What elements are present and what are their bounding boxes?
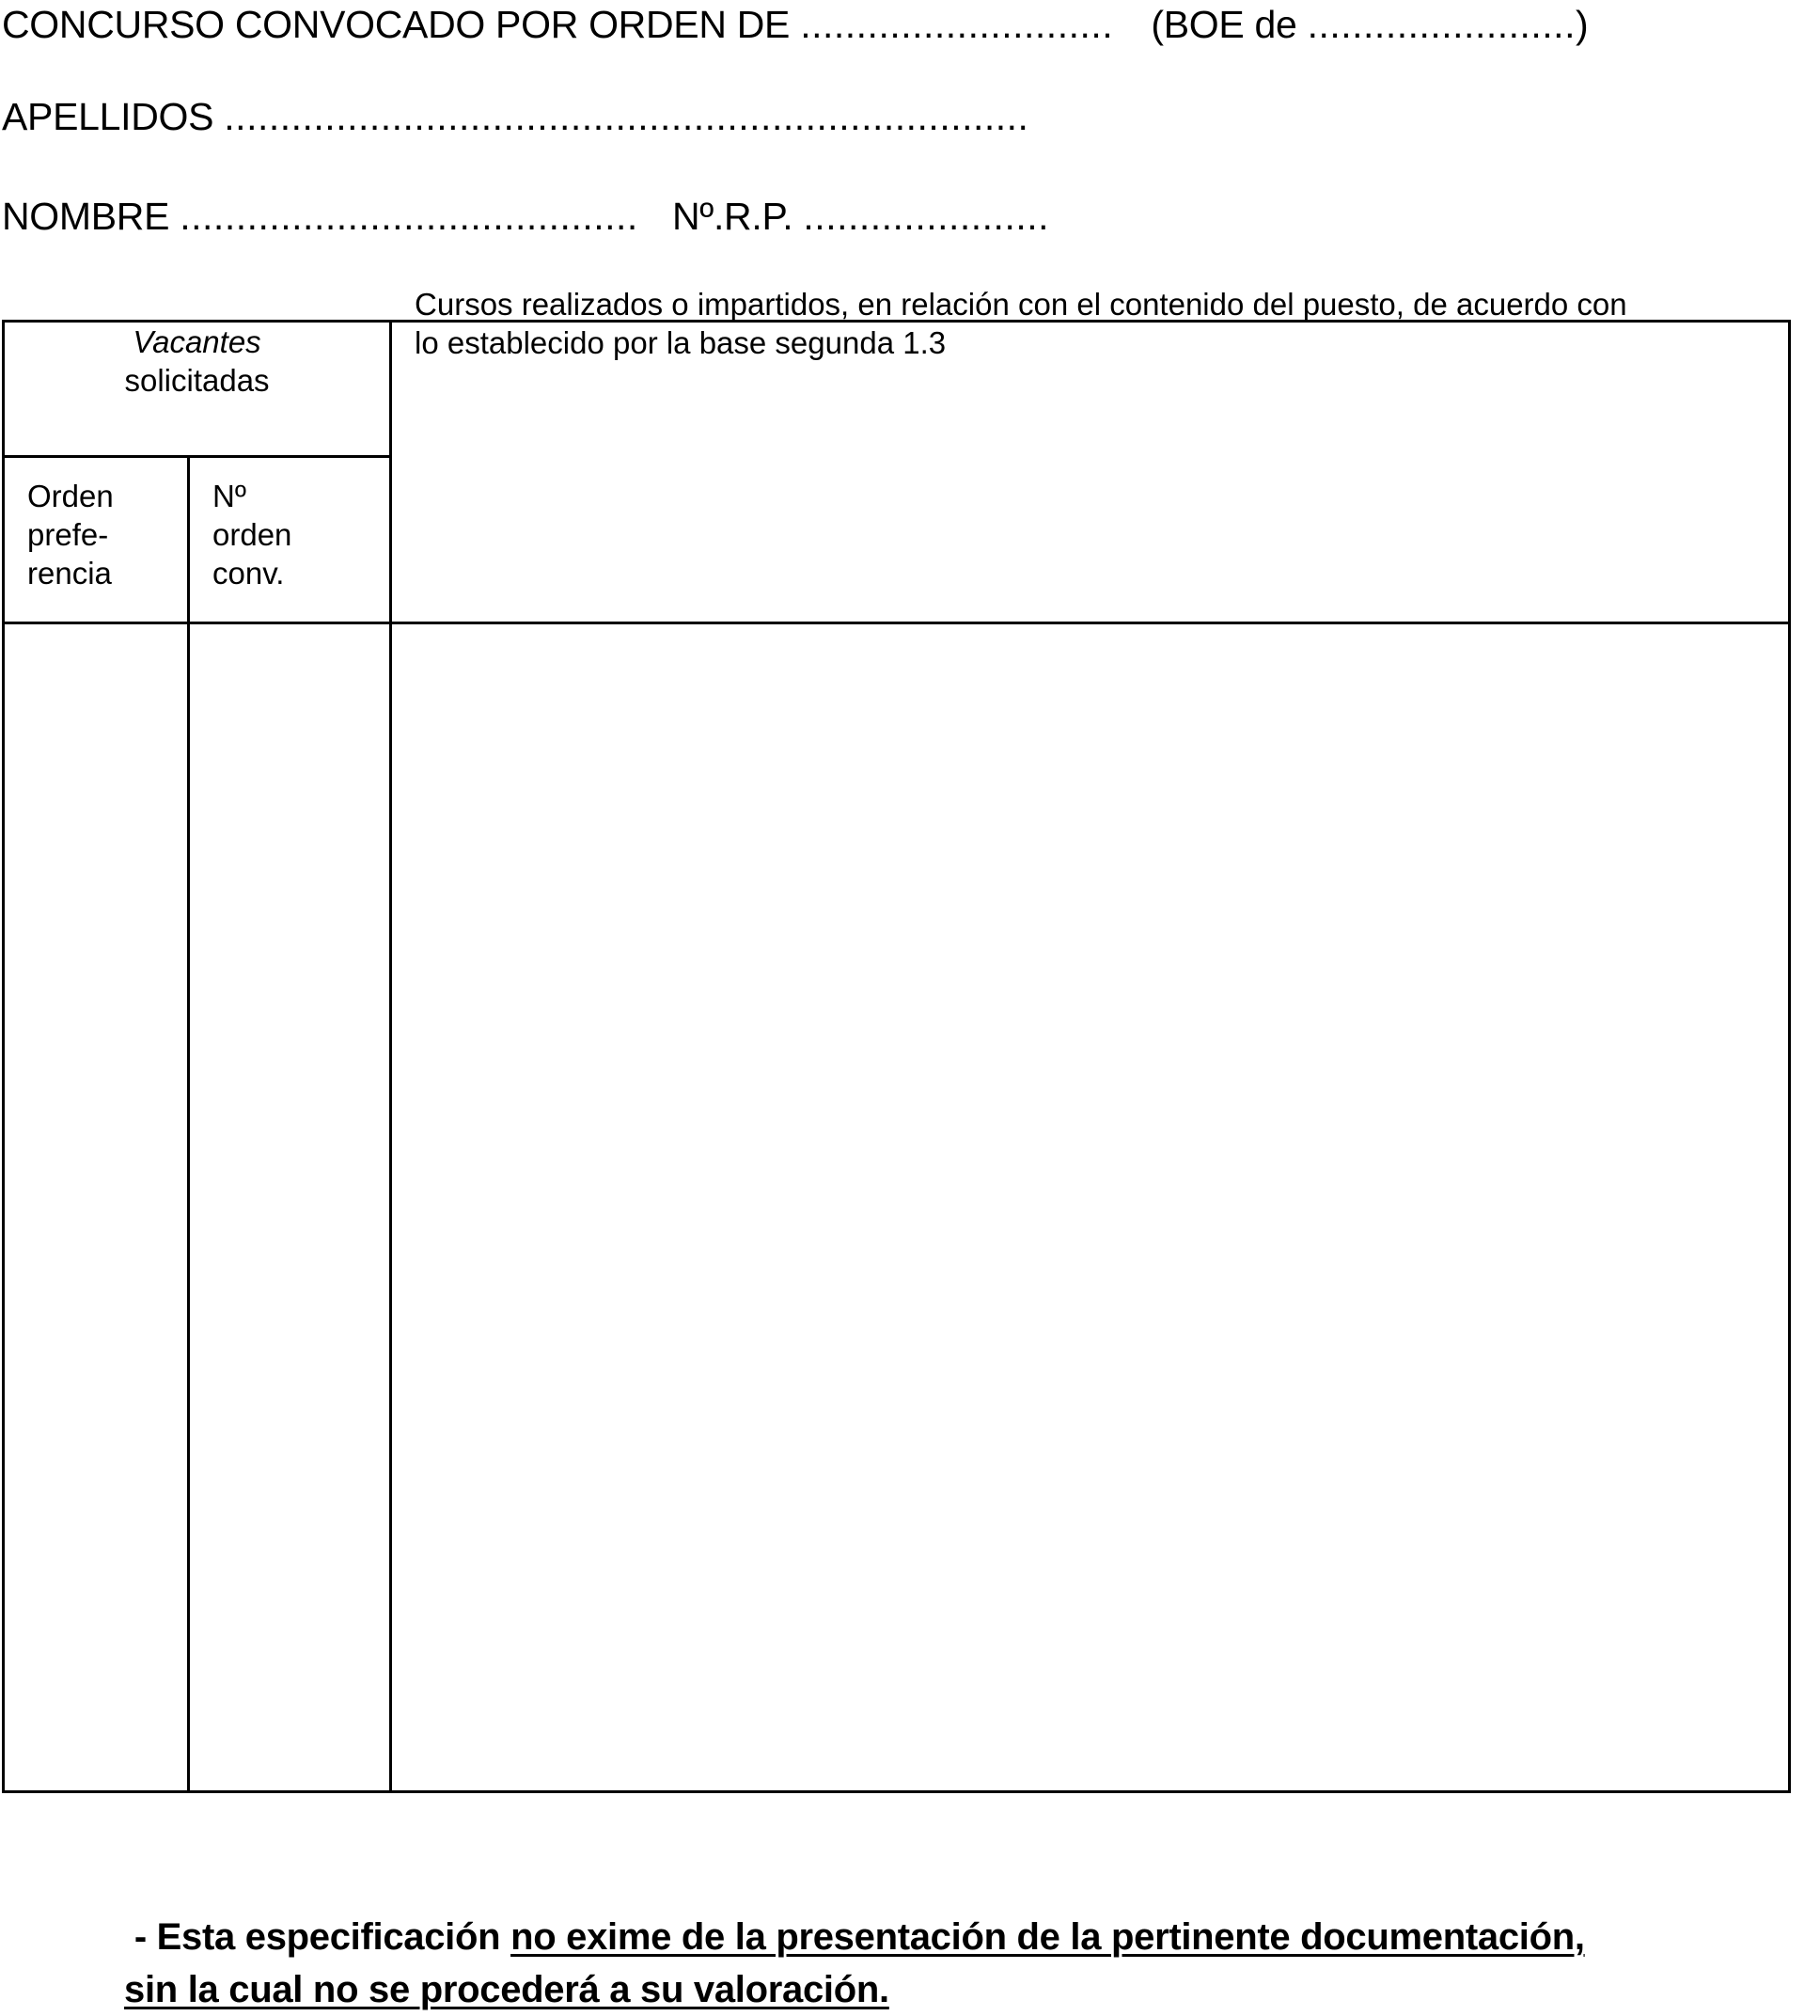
note-underlined-2: sin la cual no se procederá a su valoración. [124, 1969, 889, 2010]
disclaimer-note [124, 1911, 1585, 2016]
vacantes-solicitadas-header [4, 322, 391, 457]
table-row [4, 623, 1790, 1792]
note-underlined-1: no exime de la presentación de la pertinente documentación, [510, 1916, 1585, 1958]
orden-header-line3: rencia [27, 556, 112, 591]
boe-close: ) [1575, 3, 1589, 46]
orden-preferencia-header [4, 457, 189, 623]
boe-field[interactable]: ........................ [1307, 3, 1576, 46]
cursos-header-line1: Cursos realizados o impartidos, en relación con el contenido del puesto, de acuerdo con [415, 287, 1627, 322]
concurso-line [2, 2, 1588, 47]
nombre-label: NOMBRE [2, 195, 170, 238]
nrp-field[interactable]: ...................... [803, 195, 1050, 238]
vacantes-header-line2: solicitadas [124, 363, 270, 398]
num-header-line2: orden [212, 517, 292, 552]
boe-label: (BOE de [1151, 3, 1297, 46]
note-prefix: - Esta especificación [124, 1916, 511, 1958]
cursos-header-line2: lo establecido por la base segunda 1.3 [415, 325, 947, 360]
cursos-header [391, 287, 1790, 623]
orden-header-line2: prefe- [27, 517, 109, 552]
apellidos-line [2, 94, 1028, 139]
apellidos-field[interactable]: ........................................................................ [224, 95, 1029, 138]
concurso-label: CONCURSO CONVOCADO POR ORDEN DE [2, 3, 791, 46]
orden-header-line1: Orden [27, 479, 114, 513]
apellidos-label: APELLIDOS [2, 95, 214, 138]
table-header-row-1 [4, 322, 1790, 457]
nombre-field[interactable]: ......................................... [180, 195, 638, 238]
vacantes-header-line1: Vacantes [133, 324, 261, 359]
cursos-cell[interactable] [391, 623, 1790, 1792]
nrp-label: Nº.R.P. [671, 195, 793, 238]
orden-preferencia-cell[interactable] [4, 623, 189, 1792]
num-header-line1: Nº [212, 479, 246, 513]
orden-field[interactable]: ............................ [800, 3, 1114, 46]
num-orden-conv-cell[interactable] [189, 623, 391, 1792]
num-orden-conv-header [189, 457, 391, 623]
num-header-line3: conv. [212, 556, 285, 591]
vacantes-cursos-table [2, 287, 1791, 1793]
nombre-line [2, 194, 1049, 239]
